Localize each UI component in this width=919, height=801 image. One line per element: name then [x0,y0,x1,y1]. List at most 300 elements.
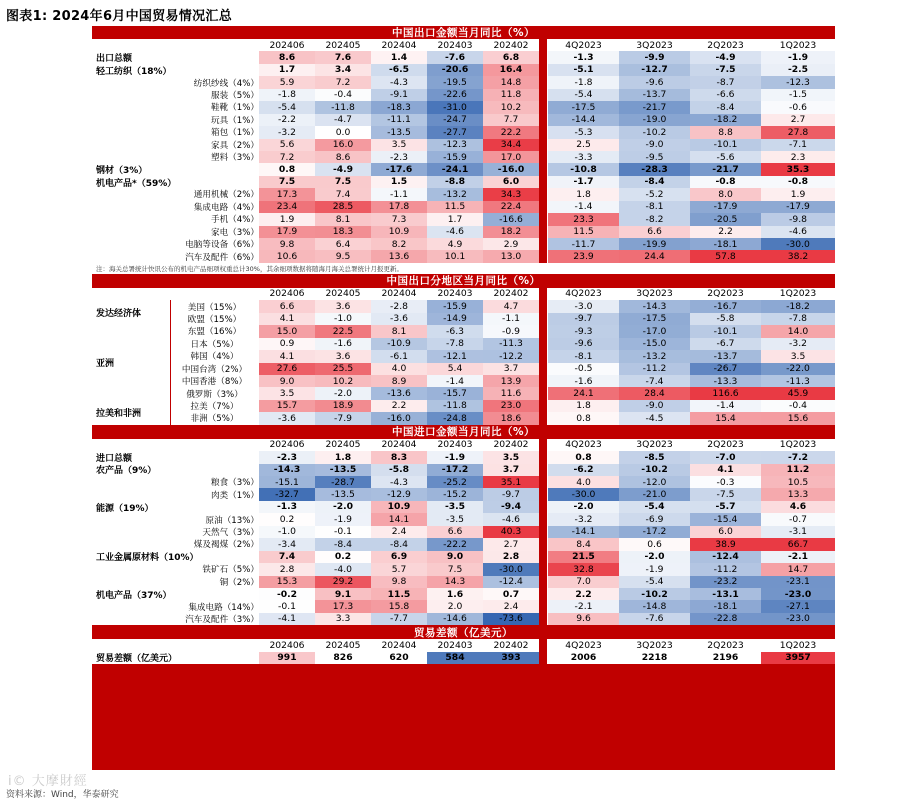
value-cell: 13.6 [371,250,427,262]
value-cell: -8.4 [315,538,371,550]
table-row [92,451,835,463]
table-row [92,288,835,300]
value-cell: -3.1 [761,526,835,538]
value-cell: -0.7 [761,513,835,525]
value-cell: -1.1 [371,188,427,200]
value-cell: -5.8 [690,313,761,325]
value-cell: -24.8 [427,412,483,424]
value-cell: 4.1 [259,350,315,362]
value-cell: 1.6 [427,588,483,600]
column-gap [539,513,547,525]
value-cell: 2.7 [483,538,539,550]
table-row [92,551,835,563]
value-cell: 1.5 [371,176,427,188]
value-cell: 6.8 [483,51,539,63]
value-cell: 9.8 [371,576,427,588]
table-row [92,89,835,101]
value-cell: -13.5 [371,126,427,138]
value-cell: -30.0 [483,563,539,575]
table-row [92,151,835,163]
value-cell: 8.6 [315,151,371,163]
value-cell: 16.4 [483,64,539,76]
value-cell: 2.2 [548,588,619,600]
column-header-202403: 202403 [437,288,473,300]
column-gap [539,464,547,476]
value-cell: -13.6 [371,387,427,399]
value-cell: 24.1 [548,387,619,399]
value-cell: 6.6 [427,526,483,538]
value-cell: 13.3 [761,488,835,500]
value-cell: -12.3 [427,139,483,151]
value-cell: 7.0 [548,576,619,588]
column-gap [539,250,547,262]
value-cell: 22.4 [483,201,539,213]
row-sublabel: 日本（5%） [190,339,239,350]
value-cell: 38.9 [690,538,761,550]
column-gap [539,613,547,625]
value-cell: -16.6 [483,213,539,225]
value-cell: -12.3 [761,76,835,88]
table-row [92,488,835,500]
value-cell: -9.7 [483,488,539,500]
value-cell: 7.2 [259,151,315,163]
value-cell: 22.5 [315,325,371,337]
column-gap [539,639,547,651]
value-cell: 6.6 [619,226,690,238]
value-cell: 10.2 [483,101,539,113]
value-cell: 2.0 [427,600,483,612]
value-cell: -9.7 [548,313,619,325]
value-cell: 16.0 [315,139,371,151]
value-cell: -6.7 [690,338,761,350]
value-cell: -7.1 [761,139,835,151]
row-sublabel: 集成电路（14%） [188,602,259,613]
value-cell: -4.6 [483,513,539,525]
value-cell: -19.0 [619,114,690,126]
column-gap [539,151,547,163]
value-cell: 15.0 [259,325,315,337]
value-cell: 8.6 [259,51,315,63]
value-cell: -4.6 [761,226,835,238]
value-cell: 22.2 [483,126,539,138]
value-cell: 14.8 [483,76,539,88]
value-cell: -3.0 [548,300,619,312]
value-cell: 4.7 [483,300,539,312]
value-cell: -5.6 [690,151,761,163]
value-cell: -3.2 [548,513,619,525]
value-cell: -5.3 [548,126,619,138]
value-cell: -17.5 [548,101,619,113]
value-cell: -18.2 [761,300,835,312]
value-cell: -31.0 [427,101,483,113]
value-cell: -12.4 [690,551,761,563]
value-cell: 8.9 [371,375,427,387]
value-cell: 8.2 [371,238,427,250]
value-cell: 10.1 [427,250,483,262]
value-cell: -17.9 [761,201,835,213]
value-cell: 7.5 [427,563,483,575]
value-cell: -13.1 [690,588,761,600]
value-cell: 3.4 [315,64,371,76]
value-cell: -19.5 [427,76,483,88]
column-gap [539,238,547,250]
table-row [92,238,835,250]
value-cell: -22.6 [427,89,483,101]
value-cell: -3.5 [427,513,483,525]
value-cell: 57.8 [690,250,761,262]
value-cell: -8.2 [619,213,690,225]
value-cell: -1.0 [259,526,315,538]
value-cell: -1.5 [761,89,835,101]
value-cell: -22.8 [690,613,761,625]
value-cell: -1.6 [548,375,619,387]
column-header-202403: 202403 [437,439,473,451]
value-cell: -1.9 [315,513,371,525]
value-cell: 7.2 [315,76,371,88]
column-header-3Q2023: 3Q2023 [636,288,673,300]
value-cell: 584 [427,652,483,664]
column-header-202404: 202404 [381,439,417,451]
column-gap [539,176,547,188]
value-cell: -0.8 [690,176,761,188]
column-gap [539,600,547,612]
value-cell: -1.0 [315,313,371,325]
value-cell: -11.3 [483,338,539,350]
value-cell: -1.9 [619,563,690,575]
value-cell: -2.3 [259,451,315,463]
value-cell: 35.3 [761,163,835,175]
value-cell: 3.3 [315,613,371,625]
value-cell: 32.8 [548,563,619,575]
table-row [92,350,835,362]
column-gap [539,526,547,538]
value-cell: 4.1 [259,313,315,325]
value-cell: -1.4 [427,375,483,387]
value-cell: -2.1 [548,600,619,612]
column-header-4Q2023: 4Q2023 [565,639,602,651]
column-header-202405: 202405 [325,639,361,651]
value-cell: -8.4 [619,176,690,188]
value-cell: -10.2 [619,464,690,476]
value-cell: -7.0 [690,451,761,463]
column-header-4Q2023: 4Q2023 [565,288,602,300]
column-gap [539,201,547,213]
value-cell: 6.9 [371,551,427,563]
table-row [92,51,835,63]
value-cell: -12.0 [619,476,690,488]
value-cell: -1.3 [259,501,315,513]
value-cell: -4.7 [315,114,371,126]
value-cell: -6.3 [427,325,483,337]
value-cell: 18.2 [483,226,539,238]
column-header-202402: 202402 [493,39,529,51]
row-sublabel: 铁矿石（5%） [202,565,259,576]
row-sublabel: 汽车及配件（3%） [185,615,259,626]
value-cell: -15.9 [427,151,483,163]
value-cell: 1.9 [259,213,315,225]
value-cell: -9.3 [548,325,619,337]
value-cell: 1.7 [259,64,315,76]
value-cell: 0.0 [315,126,371,138]
column-header-1Q2023: 1Q2023 [779,39,817,51]
value-cell: -5.2 [619,188,690,200]
value-cell: 27.8 [761,126,835,138]
value-cell: 5.9 [259,76,315,88]
value-cell: 17.3 [259,188,315,200]
row-label: 工业金属原材料（10%） [96,553,199,564]
value-cell: 3957 [761,652,835,664]
value-cell: -10.2 [619,588,690,600]
value-cell: 14.0 [761,325,835,337]
value-cell: 14.7 [761,563,835,575]
value-cell: 2196 [690,652,761,664]
column-gap [539,412,547,424]
value-cell: -0.8 [761,176,835,188]
value-cell: 8.8 [690,126,761,138]
row-sublabel: 粮食（3%） [210,478,259,489]
value-cell: 23.3 [548,213,619,225]
value-cell: -12.2 [483,350,539,362]
value-cell: -73.6 [483,613,539,625]
value-cell: -17.0 [619,325,690,337]
region-group-label: 发达经济体 [96,309,142,320]
value-cell: -13.7 [690,350,761,362]
table-row [92,513,835,525]
value-cell: 2.2 [690,226,761,238]
value-cell: -13.3 [690,375,761,387]
value-cell: -13.5 [315,464,371,476]
value-cell: -18.1 [690,600,761,612]
value-cell: -17.9 [690,201,761,213]
value-cell: 23.4 [259,201,315,213]
value-cell: 11.5 [371,588,427,600]
column-gap [539,576,547,588]
value-cell: -30.0 [761,238,835,250]
column-gap [539,288,547,300]
row-label: 钢材（3%） [96,166,148,177]
column-gap [539,139,547,151]
row-sublabel: 纺织纱线（4%） [193,78,259,89]
value-cell: -10.1 [690,325,761,337]
value-cell: 34.4 [483,139,539,151]
region-group-label: 拉美和非洲 [96,408,142,419]
value-cell: -14.8 [619,600,690,612]
value-cell: -19.9 [619,238,690,250]
value-cell: 620 [371,652,427,664]
value-cell: -4.9 [315,163,371,175]
column-gap [539,89,547,101]
value-cell: 4.0 [548,476,619,488]
value-cell: -1.7 [548,176,619,188]
value-cell: 10.6 [259,250,315,262]
group-divider [170,325,171,400]
value-cell: -28.7 [315,476,371,488]
table-row [92,39,835,51]
value-cell: 35.1 [483,476,539,488]
column-gap [539,588,547,600]
column-header-202403: 202403 [437,639,473,651]
value-cell: -4.5 [619,412,690,424]
value-cell: -4.1 [259,613,315,625]
column-gap [539,400,547,412]
value-cell: -0.2 [259,588,315,600]
value-cell: -13.7 [619,89,690,101]
row-sublabel: 电脑等设备（6%） [185,240,259,251]
column-header-1Q2023: 1Q2023 [779,439,817,451]
value-cell: 28.5 [315,201,371,213]
value-cell: 1.7 [427,213,483,225]
value-cell: -3.6 [259,412,315,424]
column-header-202406: 202406 [269,39,305,51]
value-cell: 4.9 [427,238,483,250]
value-cell: 14.3 [427,576,483,588]
table-row [92,412,835,424]
table-row [92,114,835,126]
row-sublabel: 中国香港（8%） [181,377,248,388]
value-cell: -5.4 [619,576,690,588]
value-cell: -14.3 [619,300,690,312]
value-cell: -9.1 [371,89,427,101]
table-row [92,439,835,451]
table-row [92,576,835,588]
group-divider [170,300,171,325]
watermark: i© 大摩財經 [8,774,88,789]
value-cell: -16.0 [483,163,539,175]
value-cell: -7.8 [427,338,483,350]
value-cell: 23.0 [483,400,539,412]
value-cell: -13.5 [315,488,371,500]
value-cell: -11.8 [315,101,371,113]
region-group-label: 亚洲 [96,359,115,370]
value-cell: -1.4 [690,400,761,412]
column-gap [539,325,547,337]
row-label: 农产品（9%） [96,466,157,477]
column-header-202405: 202405 [325,288,361,300]
column-header-202402: 202402 [493,439,529,451]
value-cell: -9.4 [483,501,539,513]
table-row [92,176,835,188]
value-cell: -3.3 [548,151,619,163]
table-row [92,588,835,600]
value-cell: 7.5 [315,176,371,188]
value-cell: 3.6 [315,300,371,312]
value-cell: -18.3 [371,101,427,113]
value-cell: 11.5 [427,201,483,213]
table-row [92,139,835,151]
value-cell: 66.7 [761,538,835,550]
value-cell: -12.4 [483,576,539,588]
value-cell: -7.5 [690,488,761,500]
value-cell: 7.3 [371,213,427,225]
value-cell: -9.9 [619,51,690,63]
row-sublabel: 鞋靴（1%） [210,103,259,114]
row-label: 轻工纺织（18%） [96,66,172,77]
value-cell: -8.4 [371,538,427,550]
row-sublabel: 美国（15%） [187,302,242,313]
value-cell: -5.4 [548,89,619,101]
value-cell: -30.0 [548,488,619,500]
column-gap [539,652,547,664]
value-cell: 3.6 [315,350,371,362]
row-sublabel: 铜（2%） [219,577,259,588]
value-cell: 7.4 [315,188,371,200]
column-gap [539,101,547,113]
value-cell: -6.5 [371,64,427,76]
value-cell: -16.0 [371,412,427,424]
value-cell: -24.7 [427,114,483,126]
row-sublabel: 集成电路（4%） [193,202,259,213]
value-cell: -6.6 [690,89,761,101]
value-cell: -2.0 [548,501,619,513]
value-cell: 8.0 [690,188,761,200]
column-header-202406: 202406 [269,639,305,651]
value-cell: 1.8 [548,400,619,412]
value-cell: 3.5 [483,451,539,463]
value-cell: -0.1 [315,526,371,538]
value-cell: -7.5 [690,64,761,76]
value-cell: 23.9 [548,250,619,262]
value-cell: -1.6 [315,338,371,350]
table-row [92,101,835,113]
value-cell: 14.1 [371,513,427,525]
value-cell: 0.8 [548,451,619,463]
section-title: 贸易差额（亿美元） [414,626,513,639]
value-cell: 18.3 [315,226,371,238]
value-cell: -25.2 [427,476,483,488]
value-cell: -21.7 [619,101,690,113]
value-cell: 10.5 [761,476,835,488]
value-cell: -17.5 [619,313,690,325]
value-cell: -15.7 [427,387,483,399]
column-header-2Q2023: 2Q2023 [707,639,744,651]
value-cell: -7.7 [371,613,427,625]
value-cell: -5.8 [371,464,427,476]
value-cell: -17.2 [619,526,690,538]
column-header-1Q2023: 1Q2023 [779,639,817,651]
value-cell: 3.5 [371,139,427,151]
value-cell: -9.6 [619,76,690,88]
row-sublabel: 通用机械（2%） [193,190,259,201]
value-cell: 18.6 [483,412,539,424]
value-cell: 11.2 [761,464,835,476]
table-row [92,250,835,262]
value-cell: 6.4 [315,238,371,250]
value-cell: 17.0 [483,151,539,163]
column-header-202402: 202402 [493,639,529,651]
section-title-band [92,425,835,439]
value-cell: -24.1 [427,163,483,175]
column-header-202404: 202404 [381,639,417,651]
value-cell: -0.1 [259,600,315,612]
value-cell: -2.0 [315,501,371,513]
section-title: 中国出口金额当月同比（%） [391,27,536,39]
value-cell: -20.6 [427,64,483,76]
footnote: 注：海关总署统计快讯公布的机电产品细项权重总计30%，其余细项数据将随海月海关总署统计月报更新。 [96,264,403,273]
value-cell: -6.1 [371,350,427,362]
column-gap [539,213,547,225]
value-cell: 15.7 [259,400,315,412]
value-cell: 9.8 [259,238,315,250]
value-cell: 7.5 [259,176,315,188]
value-cell: -5.7 [690,501,761,513]
value-cell: 6.0 [690,526,761,538]
value-cell: -0.9 [483,325,539,337]
value-cell: -8.8 [427,176,483,188]
value-cell: 45.9 [761,387,835,399]
value-cell: -17.6 [371,163,427,175]
value-cell: -4.3 [371,476,427,488]
column-gap [539,350,547,362]
